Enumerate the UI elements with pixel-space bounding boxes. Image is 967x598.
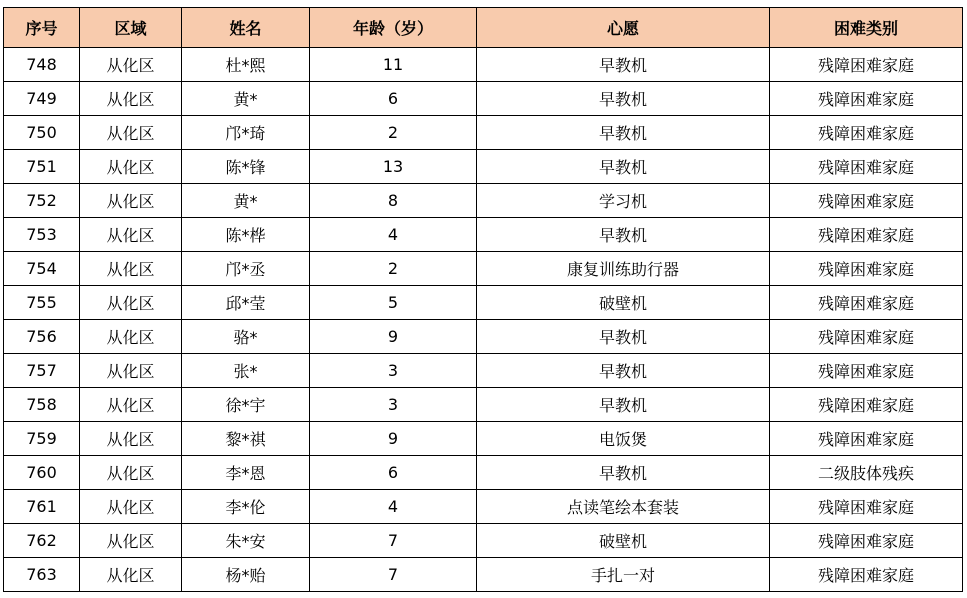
- wish-cell: 电饭煲: [477, 422, 770, 456]
- age-cell: 3: [310, 354, 477, 388]
- name-cell: 黄*: [182, 82, 310, 116]
- wish-cell: 破壁机: [477, 524, 770, 558]
- table-row: [4, 524, 963, 558]
- name-cell: 张*: [182, 354, 310, 388]
- age-cell: 8: [310, 184, 477, 218]
- category-cell: 残障困难家庭: [770, 218, 963, 252]
- serial-cell: 763: [4, 558, 80, 592]
- category-cell: 残障困难家庭: [770, 184, 963, 218]
- category-cell: 残障困难家庭: [770, 252, 963, 286]
- age-cell: 7: [310, 524, 477, 558]
- age-cell: 9: [310, 320, 477, 354]
- wish-cell: 早教机: [477, 150, 770, 184]
- wish-cell: 破壁机: [477, 286, 770, 320]
- wish-cell: 早教机: [477, 82, 770, 116]
- age-cell: 7: [310, 558, 477, 592]
- name-cell: 陈*桦: [182, 218, 310, 252]
- wish-cell: 手扎一对: [477, 558, 770, 592]
- table-row: [4, 558, 963, 592]
- region-cell: 从化区: [80, 218, 182, 252]
- header-region: 区域: [80, 8, 182, 48]
- name-cell: 黄*: [182, 184, 310, 218]
- serial-cell: 748: [4, 48, 80, 82]
- header-age: 年龄（岁）: [310, 8, 477, 48]
- wish-cell: 早教机: [477, 388, 770, 422]
- table-row: [4, 388, 963, 422]
- header-wish: 心愿: [477, 8, 770, 48]
- serial-cell: 749: [4, 82, 80, 116]
- header-name: 姓名: [182, 8, 310, 48]
- region-cell: 从化区: [80, 82, 182, 116]
- name-cell: 杜*熙: [182, 48, 310, 82]
- region-cell: 从化区: [80, 116, 182, 150]
- table-row: [4, 184, 963, 218]
- table-row: [4, 320, 963, 354]
- table-row: [4, 252, 963, 286]
- table-row: [4, 286, 963, 320]
- serial-cell: 752: [4, 184, 80, 218]
- age-cell: 2: [310, 116, 477, 150]
- age-cell: 4: [310, 490, 477, 524]
- table-row: [4, 218, 963, 252]
- name-cell: 李*恩: [182, 456, 310, 490]
- table-row: [4, 116, 963, 150]
- name-cell: 邝*丞: [182, 252, 310, 286]
- region-cell: 从化区: [80, 150, 182, 184]
- table-row: [4, 48, 963, 82]
- serial-cell: 750: [4, 116, 80, 150]
- region-cell: 从化区: [80, 252, 182, 286]
- wish-cell: 早教机: [477, 320, 770, 354]
- table-row: [4, 490, 963, 524]
- serial-cell: 755: [4, 286, 80, 320]
- serial-cell: 758: [4, 388, 80, 422]
- header-row: [4, 8, 963, 48]
- region-cell: 从化区: [80, 422, 182, 456]
- header-hardship-category: 困难类别: [770, 8, 963, 48]
- wish-cell: 早教机: [477, 456, 770, 490]
- name-cell: 李*伦: [182, 490, 310, 524]
- region-cell: 从化区: [80, 558, 182, 592]
- age-cell: 4: [310, 218, 477, 252]
- category-cell: 残障困难家庭: [770, 558, 963, 592]
- wish-cell: 康复训练助行器: [477, 252, 770, 286]
- age-cell: 11: [310, 48, 477, 82]
- region-cell: 从化区: [80, 286, 182, 320]
- region-cell: 从化区: [80, 456, 182, 490]
- age-cell: 5: [310, 286, 477, 320]
- age-cell: 9: [310, 422, 477, 456]
- name-cell: 陈*锋: [182, 150, 310, 184]
- region-cell: 从化区: [80, 48, 182, 82]
- table-row: [4, 422, 963, 456]
- category-cell: 残障困难家庭: [770, 388, 963, 422]
- wish-cell: 早教机: [477, 48, 770, 82]
- serial-cell: 753: [4, 218, 80, 252]
- category-cell: 残障困难家庭: [770, 82, 963, 116]
- name-cell: 邝*琦: [182, 116, 310, 150]
- wish-table: [3, 7, 963, 592]
- category-cell: 残障困难家庭: [770, 150, 963, 184]
- category-cell: 二级肢体残疾: [770, 456, 963, 490]
- wish-cell: 学习机: [477, 184, 770, 218]
- table-row: [4, 150, 963, 184]
- region-cell: 从化区: [80, 184, 182, 218]
- name-cell: 邱*莹: [182, 286, 310, 320]
- serial-cell: 757: [4, 354, 80, 388]
- table-row: [4, 456, 963, 490]
- header-serial: 序号: [4, 8, 80, 48]
- region-cell: 从化区: [80, 490, 182, 524]
- category-cell: 残障困难家庭: [770, 286, 963, 320]
- serial-cell: 751: [4, 150, 80, 184]
- age-cell: 13: [310, 150, 477, 184]
- wish-cell: 早教机: [477, 218, 770, 252]
- table-row: [4, 354, 963, 388]
- category-cell: 残障困难家庭: [770, 320, 963, 354]
- serial-cell: 762: [4, 524, 80, 558]
- serial-cell: 760: [4, 456, 80, 490]
- category-cell: 残障困难家庭: [770, 422, 963, 456]
- age-cell: 2: [310, 252, 477, 286]
- category-cell: 残障困难家庭: [770, 490, 963, 524]
- wish-cell: 早教机: [477, 116, 770, 150]
- name-cell: 朱*安: [182, 524, 310, 558]
- region-cell: 从化区: [80, 320, 182, 354]
- name-cell: 黎*祺: [182, 422, 310, 456]
- serial-cell: 756: [4, 320, 80, 354]
- age-cell: 6: [310, 456, 477, 490]
- name-cell: 骆*: [182, 320, 310, 354]
- wish-cell: 点读笔绘本套装: [477, 490, 770, 524]
- name-cell: 徐*宇: [182, 388, 310, 422]
- category-cell: 残障困难家庭: [770, 116, 963, 150]
- region-cell: 从化区: [80, 524, 182, 558]
- name-cell: 杨*贻: [182, 558, 310, 592]
- category-cell: 残障困难家庭: [770, 524, 963, 558]
- age-cell: 6: [310, 82, 477, 116]
- table-row: [4, 82, 963, 116]
- wish-cell: 早教机: [477, 354, 770, 388]
- region-cell: 从化区: [80, 388, 182, 422]
- region-cell: 从化区: [80, 354, 182, 388]
- age-cell: 3: [310, 388, 477, 422]
- serial-cell: 754: [4, 252, 80, 286]
- serial-cell: 761: [4, 490, 80, 524]
- category-cell: 残障困难家庭: [770, 354, 963, 388]
- category-cell: 残障困难家庭: [770, 48, 963, 82]
- serial-cell: 759: [4, 422, 80, 456]
